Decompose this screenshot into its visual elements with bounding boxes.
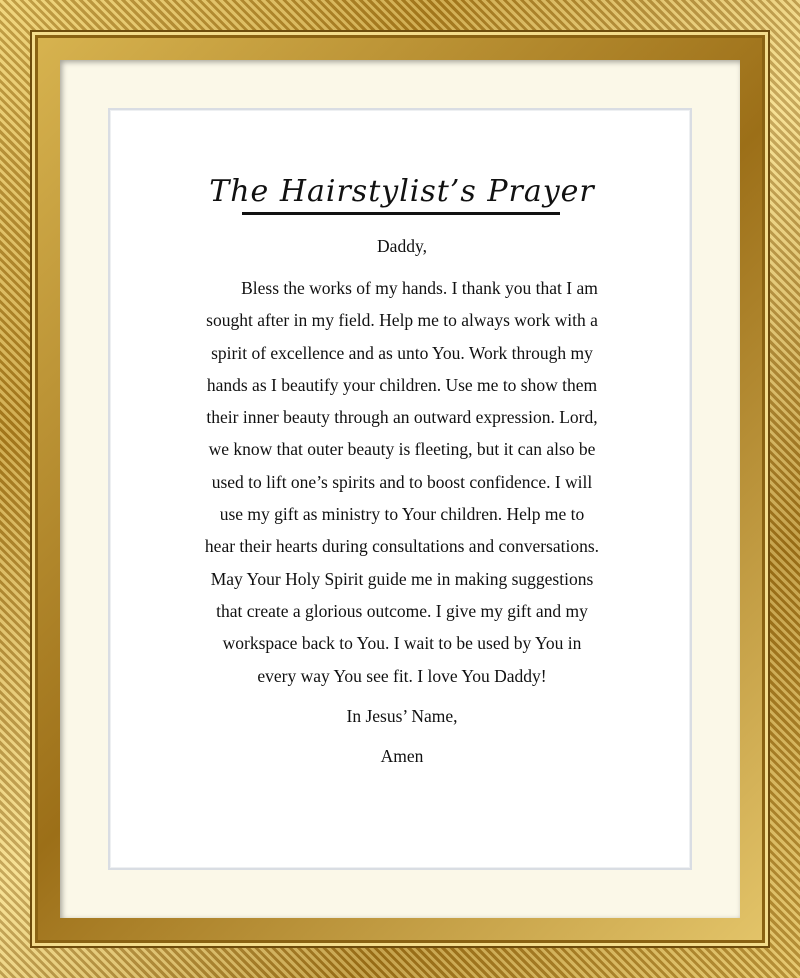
prayer-line: workspace back to You. I wait to be used by You in <box>222 633 582 654</box>
prayer-line: used to lift one’s spirits and to boost confidence. I will <box>211 471 593 492</box>
salutation: Daddy, <box>377 236 427 256</box>
prayer-line: hear their hearts during consultations and conversations. <box>204 536 600 557</box>
prayer-line: sought after in my field. Help me to always work with a <box>206 310 598 331</box>
amen-line: Amen <box>380 746 424 766</box>
prayer-line: use my gift as ministry to Your children. Help me to <box>219 504 585 525</box>
prayer-line: hands as I beautify your children. Use me to show them <box>206 374 598 395</box>
prayer-body <box>198 232 606 692</box>
prayer-line: spirit of excellence and as unto You. Work through my <box>211 342 593 363</box>
page-title: The Hairstylist’s Prayer <box>209 174 595 209</box>
prayer-line: that create a glorious outcome. I give my gift and my <box>216 600 588 621</box>
prayer-line: every way You see fit. I love You Daddy! <box>257 665 547 686</box>
closing-line: In Jesus’ Name, <box>346 706 458 726</box>
prayer-paper <box>108 108 692 870</box>
prayer-line: we know that outer beauty is fleeting, but it can also be <box>208 439 596 460</box>
title-underline <box>242 212 560 215</box>
prayer-line: May Your Holy Spirit guide me in making suggestions <box>210 568 594 589</box>
prayer-line: Bless the works of my hands. I thank you that I am <box>241 278 598 298</box>
prayer-line: their inner beauty through an outward expression. Lord, <box>206 407 598 428</box>
